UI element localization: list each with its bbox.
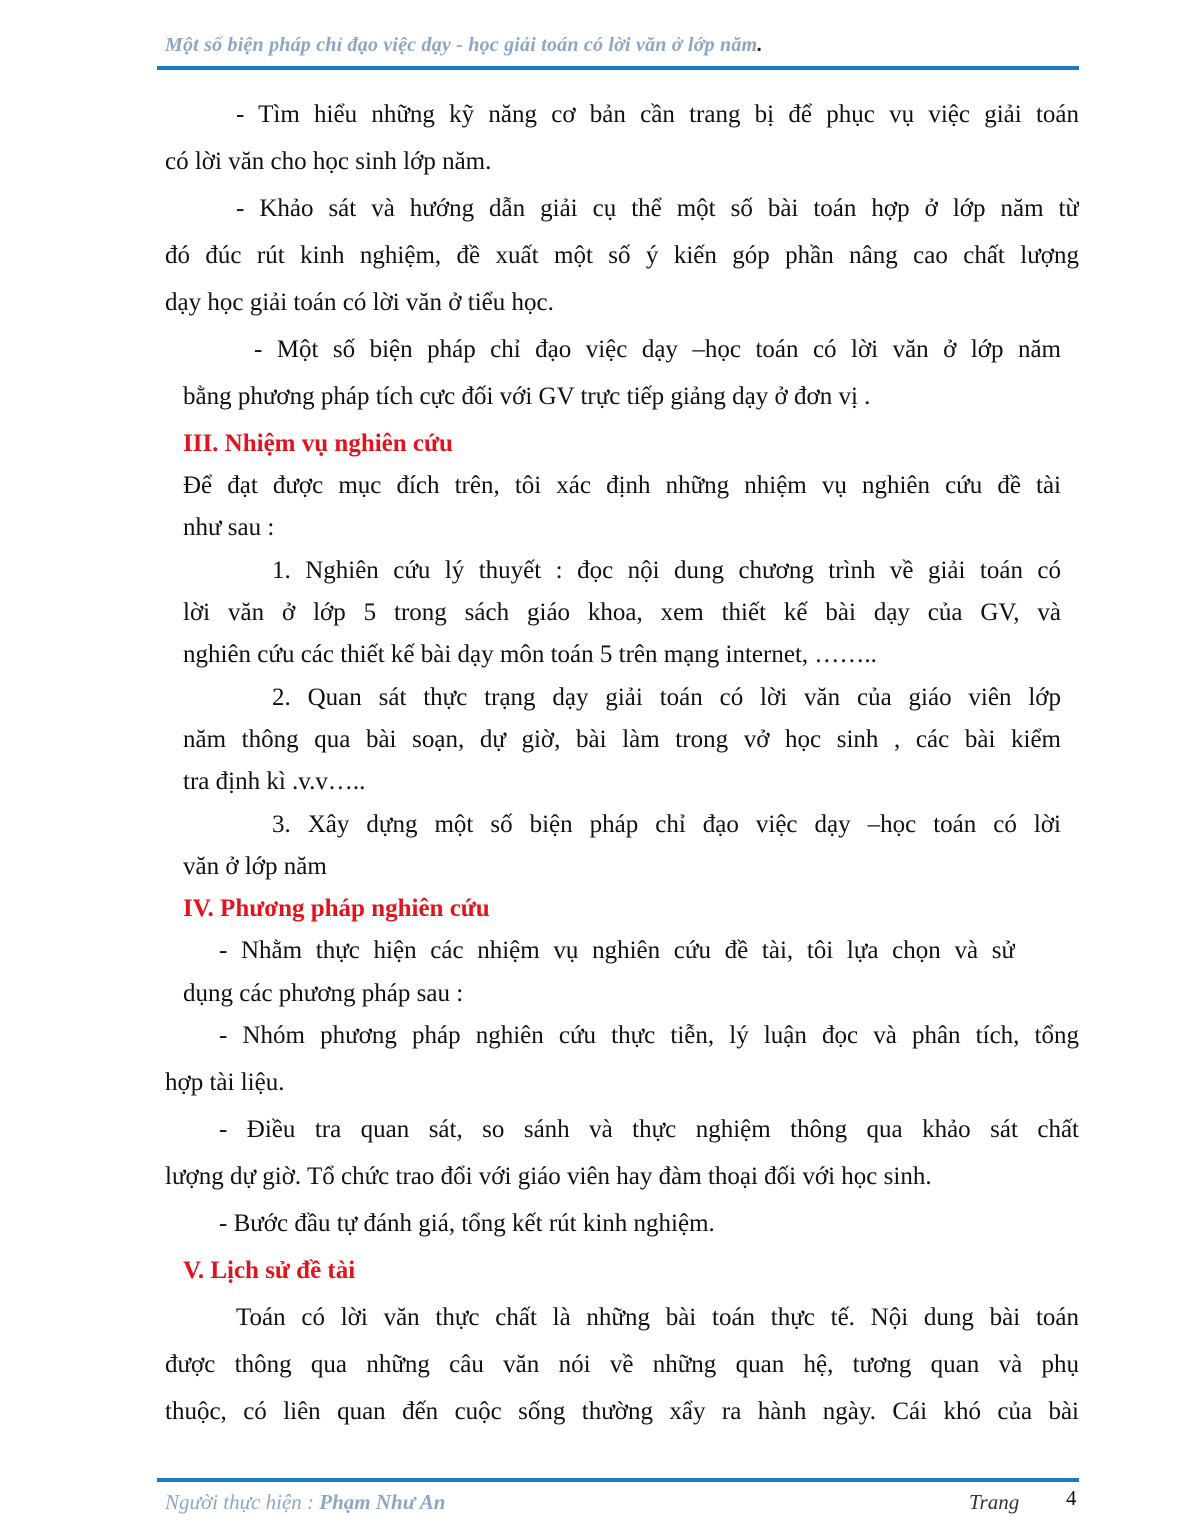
body-line: Để đạt được mục đích trên, tôi xác định những nhiệm vụ nghiên cứu đề tài — [183, 472, 1061, 499]
header-title-end: . — [757, 34, 763, 56]
body-line: nghiên cứu các thiết kế bài dạy môn toán 5 trên mạng internet, …….. — [183, 641, 877, 668]
body-line: lượng dự giờ. Tổ chức trao đổi với giáo viên hay đàm thoại đối với học sinh. — [165, 1163, 932, 1190]
body-line: 1. Nghiên cứu lý thuyết : đọc nội dung chương trình về giải toán có — [272, 557, 1061, 584]
body-line: - Một số biện pháp chỉ đạo việc dạy –học toán có lời văn ở lớp năm — [254, 336, 1061, 363]
body-line: văn ở lớp năm — [183, 853, 327, 880]
footer-author-label: Người thực hiện : — [165, 1490, 320, 1514]
body-line: - Điều tra quan sát, so sánh và thực nghiệm thông qua khảo sát chất — [219, 1116, 1079, 1143]
body-line: được thông qua những câu văn nói về những quan hệ, tương quan và phụ — [165, 1351, 1079, 1378]
body-line: 2. Quan sát thực trạng dạy giải toán có lời văn của giáo viên lớp — [272, 684, 1061, 711]
body-line: đó đúc rút kinh nghiệm, đề xuất một số ý kiến góp phần nâng cao chất lượng — [165, 242, 1079, 269]
footer-author — [165, 1490, 445, 1515]
body-line: lời văn ở lớp 5 trong sách giáo khoa, xem thiết kế bài dạy của GV, và — [183, 599, 1061, 626]
body-line: dạy học giải toán có lời văn ở tiểu học. — [165, 289, 554, 316]
header-rule — [157, 66, 1079, 70]
page-header — [165, 34, 763, 57]
section-heading-iv: IV. Phương pháp nghiên cứu — [183, 895, 490, 922]
body-line: bằng phương pháp tích cực đối với GV trực tiếp giảng dạy ở đơn vị . — [183, 383, 871, 410]
body-line: dụng các phương pháp sau : — [183, 980, 464, 1007]
header-title: Một số biện pháp chỉ đạo việc dạy - học giải toán có lời văn ở lớp năm — [165, 34, 758, 56]
body-line: có lời văn cho học sinh lớp năm. — [165, 148, 492, 175]
footer-rule — [157, 1478, 1079, 1482]
body-line: năm thông qua bài soạn, dự giờ, bài làm trong vở học sinh , các bài kiểm — [183, 726, 1061, 753]
footer-page-number: 4 — [1066, 1486, 1077, 1510]
body-line: hợp tài liệu. — [165, 1069, 285, 1096]
footer-author-name: Phạm Như An — [319, 1490, 446, 1514]
body-line: - Tìm hiểu những kỹ năng cơ bản cần trang bị để phục vụ việc giải toán — [236, 101, 1079, 128]
body-line: - Bước đầu tự đánh giá, tổng kết rút kinh nghiệm. — [219, 1210, 715, 1237]
section-heading-v: V. Lịch sử đề tài — [183, 1257, 356, 1284]
body-line: như sau : — [183, 514, 275, 541]
body-line: - Khảo sát và hướng dẫn giải cụ thể một số bài toán hợp ở lớp năm từ — [236, 195, 1079, 222]
footer-page-label: Trang — [969, 1490, 1020, 1514]
body-line: - Nhóm phương pháp nghiên cứu thực tiễn, lý luận đọc và phân tích, tổng — [219, 1022, 1079, 1049]
body-line: Toán có lời văn thực chất là những bài toán thực tế. Nội dung bài toán — [236, 1304, 1079, 1331]
body-line: 3. Xây dựng một số biện pháp chỉ đạo việc dạy –học toán có lời — [272, 811, 1061, 838]
body-line: thuộc, có liên quan đến cuộc sống thường xẩy ra hành ngày. Cái khó của bài — [165, 1398, 1079, 1425]
body-line: tra định kì .v.v….. — [183, 768, 366, 795]
body-line: - Nhằm thực hiện các nhiệm vụ nghiên cứu đề tài, tôi lựa chọn và sử — [219, 937, 1015, 964]
section-heading-iii: III. Nhiệm vụ nghiên cứu — [183, 430, 453, 457]
